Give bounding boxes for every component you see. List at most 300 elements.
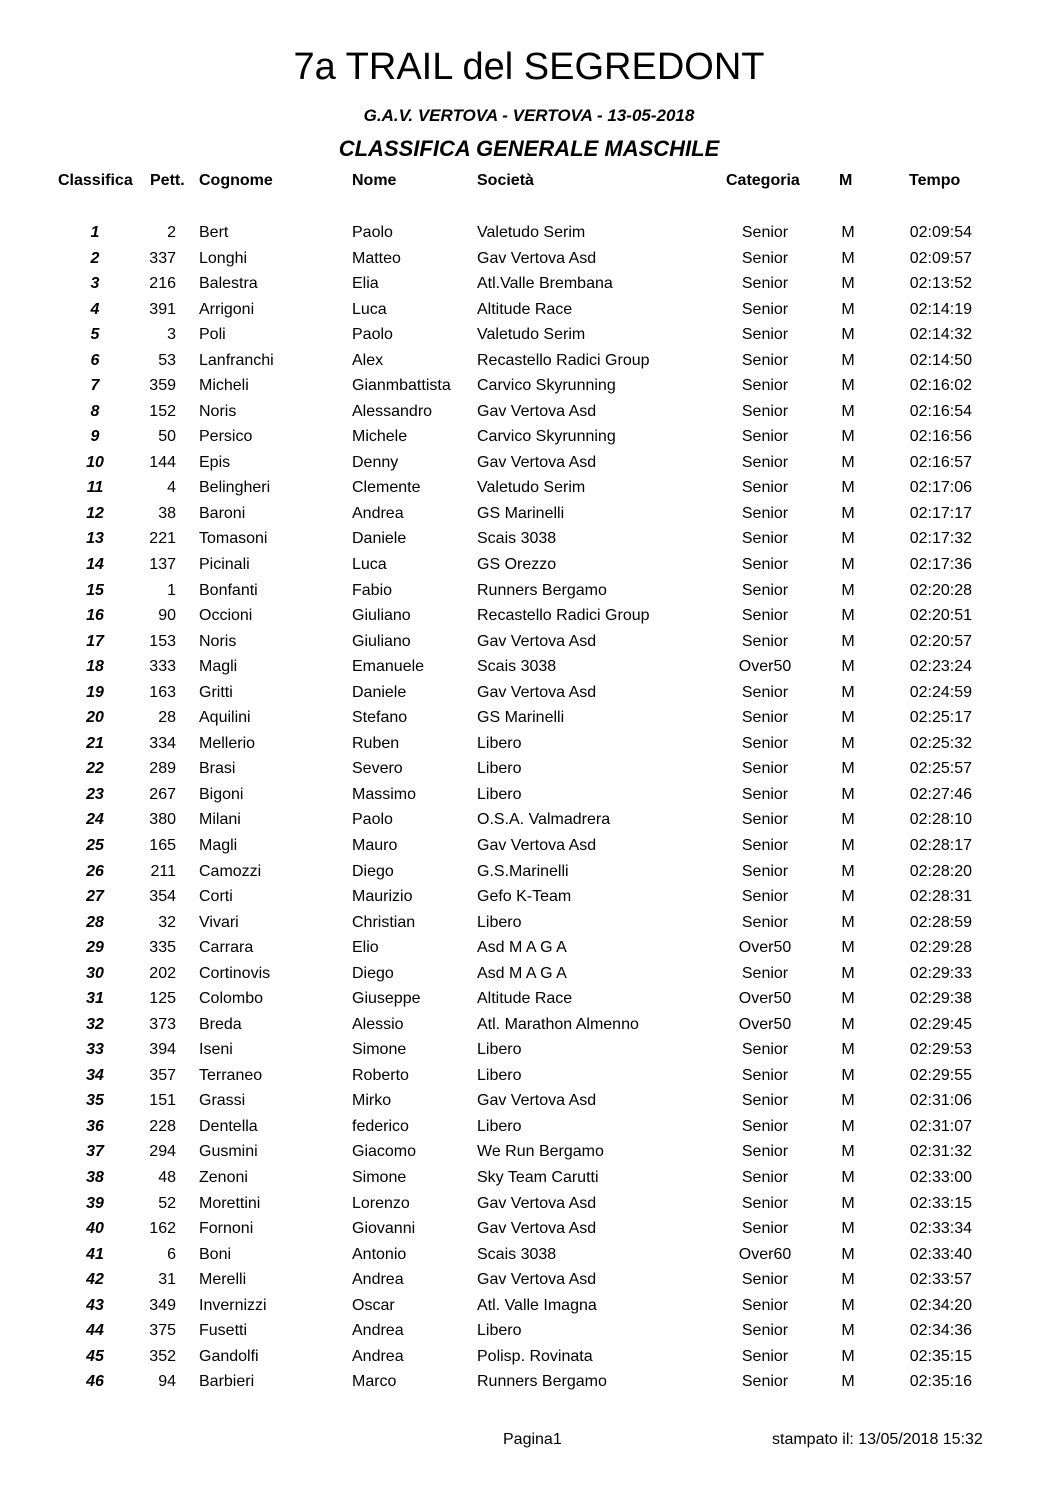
societa-cell: Gav Vertova Asd [477,683,597,701]
societa-cell: Runners Bergamo [477,1373,607,1391]
classifica-cell: 6 [90,351,100,369]
nome-cell: Andrea [352,1271,404,1289]
classifica-cell: 12 [86,504,104,522]
pett-cell: 125 [149,990,176,1008]
categoria-cell: Senior [741,913,789,931]
cognome-cell: Occioni [199,607,253,625]
nome-cell: Roberto [352,1066,409,1084]
pett-cell: 94 [158,1373,176,1391]
cognome-cell: Dentella [199,1117,258,1135]
m-cell: M [841,785,855,803]
m-cell: M [841,1117,855,1135]
header-tempo: Tempo [909,172,961,189]
categoria-cell: Senior [741,785,789,803]
categoria-cell: Senior [741,607,789,625]
nome-cell: federico [352,1117,409,1135]
cognome-cell: Camozzi [199,862,262,880]
pett-cell: 6 [167,1245,176,1263]
cognome-cell: Terraneo [199,1066,263,1084]
tempo-cell: 02:14:32 [909,326,972,344]
cognome-cell: Merelli [199,1271,247,1289]
m-cell: M [841,658,855,676]
pett-cell: 152 [149,402,176,420]
cognome-cell: Bigoni [199,785,244,803]
m-cell: M [841,326,855,344]
societa-cell: Gav Vertova Asd [477,402,597,420]
cognome-cell: Gusmini [199,1143,258,1161]
nome-cell: Antonio [352,1245,407,1263]
societa-cell: Atl. Valle Imagna [477,1296,597,1314]
nome-cell: Stefano [352,709,408,727]
societa-cell: Libero [477,1041,522,1059]
nome-cell: Alessio [352,1015,404,1033]
classifica-cell: 32 [86,1015,104,1033]
pett-cell: 38 [158,504,176,522]
tempo-cell: 02:28:31 [909,888,972,906]
classifica-cell: 24 [86,811,104,829]
tempo-cell: 02:29:33 [909,964,972,982]
classifica-cell: 28 [86,913,104,931]
tempo-cell: 02:29:38 [909,990,972,1008]
classifica-cell: 29 [86,939,104,957]
cognome-cell: Milani [199,811,241,829]
cognome-cell: Breda [199,1015,242,1033]
classifica-cell: 37 [86,1143,104,1161]
pett-cell: 228 [149,1117,176,1135]
tempo-cell: 02:23:24 [909,658,972,676]
societa-cell: GS Marinelli [477,709,565,727]
societa-cell: Altitude Race [477,300,573,318]
cognome-cell: Picinali [199,556,250,574]
societa-cell: Scais 3038 [477,1245,557,1263]
m-cell: M [841,581,855,599]
societa-cell: Libero [477,913,522,931]
societa-cell: Gav Vertova Asd [477,836,597,854]
categoria-cell: Senior [741,479,789,497]
cognome-cell: Fusetti [199,1322,248,1340]
societa-cell: Gefo K-Team [477,888,572,906]
cognome-cell: Belingheri [199,479,271,497]
cognome-cell: Balestra [199,275,258,293]
societa-cell: Carvico Skyrunning [477,377,616,395]
section-title: CLASSIFICA GENERALE MASCHILE [338,136,720,161]
pett-cell: 349 [149,1296,176,1314]
m-cell: M [841,1168,855,1186]
societa-cell: Gav Vertova Asd [477,1194,597,1212]
pett-cell: 165 [149,836,176,854]
nome-cell: Alex [352,351,384,369]
societa-cell: Scais 3038 [477,658,557,676]
pett-cell: 352 [149,1347,176,1365]
cognome-cell: Baroni [199,504,246,522]
classifica-cell: 23 [86,785,104,803]
m-cell: M [841,1220,855,1238]
categoria-cell: Senior [741,300,789,318]
classifica-cell: 30 [86,964,104,982]
cognome-cell: Noris [199,632,237,650]
m-cell: M [841,1194,855,1212]
categoria-cell: Senior [741,326,789,344]
categoria-cell: Senior [741,1271,789,1289]
pett-cell: 373 [149,1015,176,1033]
tempo-cell: 02:34:36 [909,1322,972,1340]
classifica-cell: 36 [86,1117,104,1135]
nome-cell: Paolo [352,811,393,829]
classifica-cell: 42 [86,1271,104,1289]
tempo-cell: 02:29:45 [909,1015,972,1033]
nome-cell: Diego [352,862,394,880]
pett-cell: 337 [149,249,176,267]
nome-cell: Luca [352,556,387,574]
header-pett: Pett. [150,172,185,189]
cognome-cell: Mellerio [199,734,256,752]
pett-cell: 90 [158,607,176,625]
nome-cell: Paolo [352,326,393,344]
m-cell: M [841,479,855,497]
categoria-cell: Senior [741,862,789,880]
pett-cell: 357 [149,1066,176,1084]
nome-cell: Elia [352,275,379,293]
tempo-cell: 02:17:32 [909,530,972,548]
cognome-cell: Colombo [199,990,264,1008]
tempo-cell: 02:29:28 [909,939,972,957]
societa-cell: Carvico Skyrunning [477,428,616,446]
m-cell: M [841,683,855,701]
m-cell: M [841,888,855,906]
tempo-cell: 02:28:17 [909,836,972,854]
pett-cell: 267 [149,785,176,803]
classifica-cell: 44 [86,1322,104,1340]
m-cell: M [841,453,855,471]
pett-cell: 375 [149,1322,176,1340]
header-nome: Nome [352,172,397,189]
societa-cell: GS Marinelli [477,504,565,522]
m-cell: M [841,1143,855,1161]
nome-cell: Severo [352,760,403,778]
cognome-cell: Poli [199,326,226,344]
tempo-cell: 02:17:17 [909,504,972,522]
nome-cell: Lorenzo [352,1194,410,1212]
tempo-cell: 02:29:55 [909,1066,972,1084]
pett-cell: 289 [149,760,176,778]
classifica-cell: 22 [86,760,104,778]
classifica-cell: 15 [86,581,104,599]
nome-cell: Giuliano [352,632,411,650]
tempo-cell: 02:25:57 [909,760,972,778]
classifica-cell: 13 [86,530,104,548]
tempo-cell: 02:20:57 [909,632,972,650]
categoria-cell: Senior [741,1220,789,1238]
m-cell: M [841,530,855,548]
m-cell: M [841,1041,855,1059]
tempo-cell: 02:33:00 [909,1168,972,1186]
nome-cell: Luca [352,300,387,318]
nome-cell: Emanuele [352,658,425,676]
nome-cell: Giacomo [352,1143,417,1161]
m-cell: M [841,351,855,369]
societa-cell: Sky Team Carutti [477,1168,599,1186]
m-cell: M [841,632,855,650]
cognome-cell: Vivari [199,913,239,931]
m-cell: M [841,913,855,931]
cognome-cell: Magli [199,658,238,676]
societa-cell: Libero [477,1117,522,1135]
cognome-cell: Morettini [199,1194,261,1212]
m-cell: M [841,556,855,574]
m-cell: M [841,811,855,829]
tempo-cell: 02:28:59 [909,913,972,931]
cognome-cell: Bert [199,224,229,241]
tempo-cell: 02:14:19 [909,300,972,318]
tempo-cell: 02:33:57 [909,1271,972,1289]
tempo-cell: 02:14:50 [909,351,972,369]
tempo-cell: 02:09:57 [909,249,972,267]
classifica-cell: 33 [86,1041,104,1059]
classifica-cell: 21 [86,734,104,752]
cognome-cell: Cortinovis [199,964,271,982]
tempo-cell: 02:16:57 [909,453,972,471]
cognome-cell: Epis [199,453,231,471]
categoria-cell: Senior [741,556,789,574]
categoria-cell: Senior [741,402,789,420]
societa-cell: Gav Vertova Asd [477,632,597,650]
m-cell: M [841,1322,855,1340]
nome-cell: Andrea [352,1322,404,1340]
cognome-cell: Corti [199,888,233,906]
nome-cell: Giovanni [352,1220,416,1238]
m-cell: M [841,377,855,395]
cognome-cell: Boni [199,1245,232,1263]
m-cell: M [841,1373,855,1391]
cognome-cell: Bonfanti [199,581,258,599]
m-cell: M [841,862,855,880]
categoria-cell: Senior [741,964,789,982]
classifica-cell: 38 [86,1168,104,1186]
categoria-cell: Senior [741,377,789,395]
classifica-cell: 35 [86,1092,104,1110]
societa-cell: Asd M A G A [477,939,567,957]
nome-cell: Giuseppe [352,990,421,1008]
classifica-cell: 1 [90,224,100,241]
nome-cell: Daniele [352,530,407,548]
classifica-cell: 19 [86,683,104,701]
tempo-cell: 02:24:59 [909,683,972,701]
pett-cell: 151 [149,1092,176,1110]
categoria-cell: Senior [741,734,789,752]
cognome-cell: Fornoni [199,1220,254,1238]
classifica-cell: 27 [86,888,104,906]
m-cell: M [841,1015,855,1033]
pett-cell: 48 [158,1168,176,1186]
nome-cell: Gianmbattista [352,377,451,395]
m-cell: M [841,1271,855,1289]
societa-cell: Gav Vertova Asd [477,1092,597,1110]
classifica-cell: 10 [86,453,104,471]
categoria-cell: Over60 [738,1245,792,1263]
categoria-cell: Senior [741,1168,789,1186]
nome-cell: Daniele [352,683,407,701]
categoria-cell: Senior [741,1296,789,1314]
pett-cell: 163 [149,683,176,701]
tempo-cell: 02:31:07 [909,1117,972,1135]
classifica-cell: 2 [90,249,100,267]
nome-cell: Marco [352,1373,397,1391]
pett-cell: 394 [149,1041,176,1059]
nome-cell: Denny [352,453,399,471]
categoria-cell: Senior [741,1194,789,1212]
print-timestamp: stampato il: 13/05/2018 15:32 [772,1431,983,1448]
cognome-cell: Zenoni [199,1168,248,1186]
cognome-cell: Carrara [199,939,254,957]
categoria-cell: Senior [741,224,789,241]
classifica-cell: 5 [90,326,100,344]
nome-cell: Michele [352,428,408,446]
classifica-cell: 7 [90,377,100,395]
nome-cell: Mauro [352,836,398,854]
m-cell: M [841,760,855,778]
pett-cell: 162 [149,1220,176,1238]
categoria-cell: Over50 [738,1015,792,1033]
classifica-cell: 39 [86,1194,104,1212]
document-title: 7a TRAIL del SEGREDONT [293,46,765,88]
tempo-cell: 02:35:15 [909,1347,972,1365]
pett-cell: 211 [150,862,176,880]
cognome-cell: Magli [199,836,238,854]
societa-cell: Atl.Valle Brembana [477,275,613,293]
categoria-cell: Senior [741,632,789,650]
cognome-cell: Arrigoni [199,300,255,318]
categoria-cell: Senior [741,709,789,727]
nome-cell: Andrea [352,504,404,522]
societa-cell: Gav Vertova Asd [477,1271,597,1289]
categoria-cell: Senior [741,836,789,854]
m-cell: M [841,275,855,293]
m-cell: M [841,504,855,522]
categoria-cell: Senior [741,275,789,293]
m-cell: M [841,734,855,752]
cognome-cell: Persico [199,428,253,446]
m-cell: M [841,836,855,854]
tempo-cell: 02:09:54 [909,224,972,241]
societa-cell: Recastello Radici Group [477,351,650,369]
tempo-cell: 02:33:15 [909,1194,972,1212]
m-cell: M [841,402,855,420]
tempo-cell: 02:13:52 [909,275,972,293]
tempo-cell: 02:20:28 [909,581,972,599]
categoria-cell: Senior [741,351,789,369]
pett-cell: 334 [149,734,176,752]
societa-cell: G.S.Marinelli [477,862,569,880]
pett-cell: 359 [149,377,176,395]
pett-cell: 354 [149,888,176,906]
societa-cell: Asd M A G A [477,964,567,982]
pett-cell: 333 [149,658,176,676]
pett-cell: 31 [158,1271,176,1289]
societa-cell: Valetudo Serim [477,479,586,497]
societa-cell: O.S.A. Valmadrera [477,811,611,829]
societa-cell: Libero [477,1066,522,1084]
categoria-cell: Over50 [738,990,792,1008]
societa-cell: Gav Vertova Asd [477,453,597,471]
societa-cell: Gav Vertova Asd [477,1220,597,1238]
header-categoria: Categoria [726,172,800,189]
societa-cell: Gav Vertova Asd [477,249,597,267]
nome-cell: Mirko [352,1092,392,1110]
nome-cell: Matteo [352,249,401,267]
classifica-cell: 17 [86,632,104,650]
header-cognome: Cognome [199,172,273,189]
tempo-cell: 02:17:06 [909,479,972,497]
categoria-cell: Senior [741,1347,789,1365]
nome-cell: Alessandro [352,402,433,420]
classifica-cell: 18 [86,658,104,676]
classifica-cell: 46 [86,1373,104,1391]
classifica-cell: 20 [86,709,104,727]
tempo-cell: 02:16:54 [909,402,972,420]
m-cell: M [841,249,855,267]
m-cell: M [841,1245,855,1263]
societa-cell: Libero [477,1322,522,1340]
classifica-cell: 40 [86,1220,104,1238]
header-classifica: Classifica [58,172,133,189]
m-cell: M [841,607,855,625]
societa-cell: Atl. Marathon Almenno [477,1015,639,1033]
classifica-cell: 31 [86,990,104,1008]
cognome-cell: Iseni [199,1041,233,1059]
categoria-cell: Senior [741,683,789,701]
pett-cell: 4 [167,479,176,497]
pett-cell: 202 [149,964,176,982]
page-number: Pagina1 [503,1431,562,1448]
nome-cell: Christian [352,913,416,931]
nome-cell: Ruben [352,734,400,752]
categoria-cell: Senior [741,1066,789,1084]
societa-cell: Libero [477,785,522,803]
tempo-cell: 02:28:20 [909,862,972,880]
tempo-cell: 02:17:36 [909,556,972,574]
societa-cell: We Run Bergamo [477,1143,604,1161]
categoria-cell: Senior [741,504,789,522]
cognome-cell: Invernizzi [199,1296,267,1314]
classifica-cell: 16 [86,607,104,625]
pett-cell: 335 [149,939,176,957]
categoria-cell: Senior [741,428,789,446]
header-m: M [839,172,853,189]
tempo-cell: 02:29:53 [909,1041,972,1059]
nome-cell: Simone [352,1041,407,1059]
categoria-cell: Senior [741,1041,789,1059]
pett-cell: 50 [158,428,176,446]
categoria-cell: Senior [741,249,789,267]
pett-cell: 32 [158,913,176,931]
categoria-cell: Senior [741,530,789,548]
nome-cell: Elio [352,939,379,957]
document-subtitle: G.A.V. VERTOVA - VERTOVA - 13-05-2018 [363,106,695,125]
cognome-cell: Gritti [199,683,233,701]
tempo-cell: 02:35:16 [909,1373,972,1391]
m-cell: M [841,1066,855,1084]
cognome-cell: Brasi [199,760,236,778]
societa-cell: Recastello Radici Group [477,607,650,625]
classifica-cell: 11 [86,479,104,497]
tempo-cell: 02:16:02 [909,377,972,395]
m-cell: M [841,224,855,241]
pett-cell: 216 [149,275,176,293]
categoria-cell: Senior [741,811,789,829]
nome-cell: Paolo [352,224,393,241]
m-cell: M [841,709,855,727]
pett-cell: 2 [167,224,176,241]
